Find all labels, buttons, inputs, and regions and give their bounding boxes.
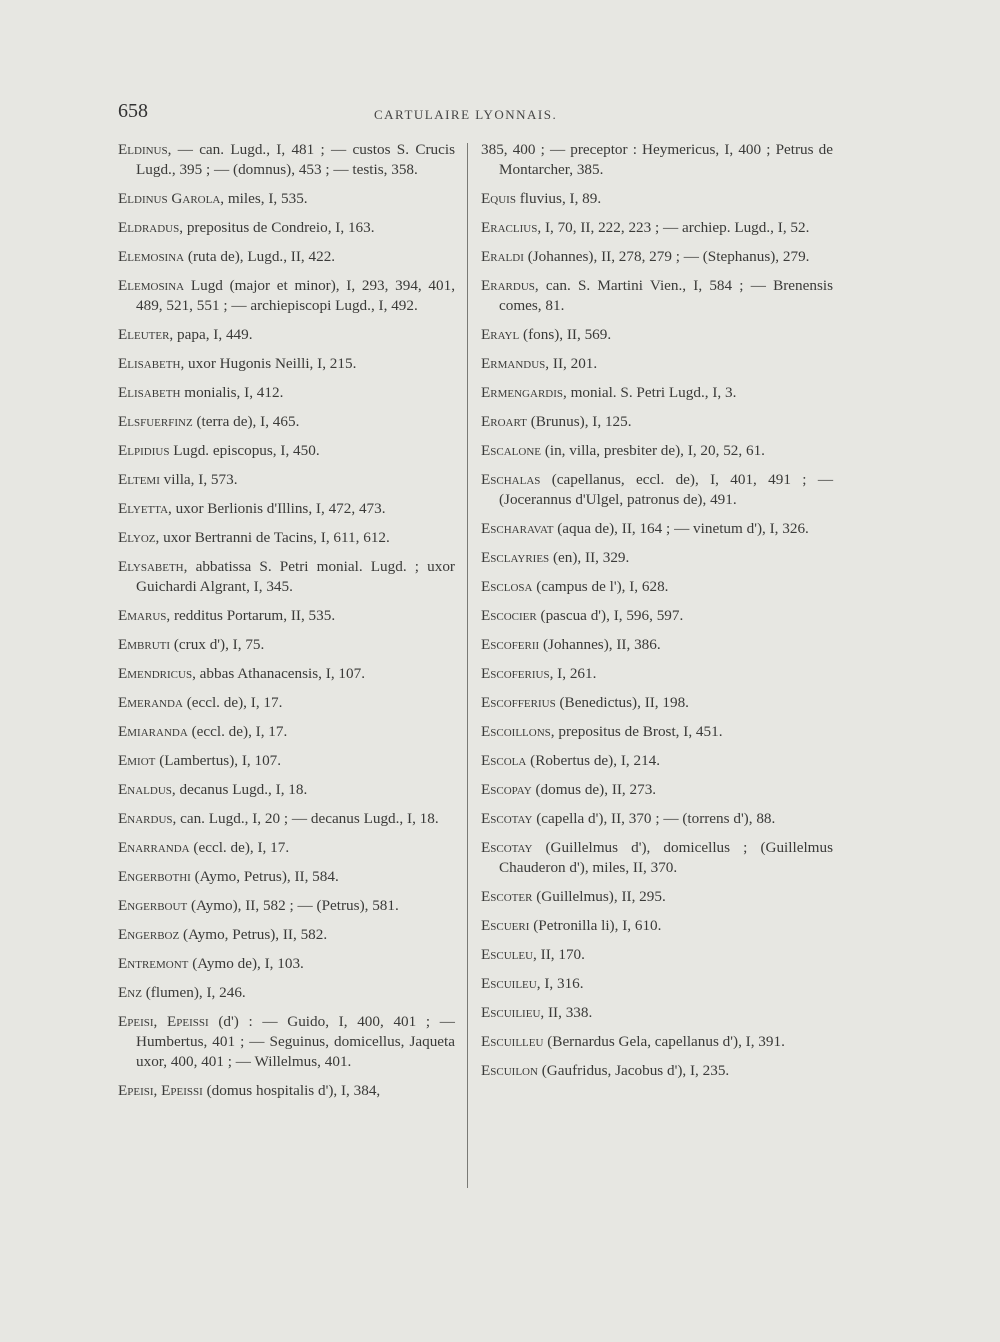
index-entry	[118, 780, 455, 800]
index-entry	[481, 189, 833, 209]
running-title: CARTULAIRE LYONNAIS.	[374, 107, 558, 122]
entry-text: papa, I, 449.	[177, 326, 253, 343]
entry-headword: Entremont	[118, 955, 189, 972]
entry-headword: Eltemi	[118, 471, 160, 488]
entry-text: (Aymo), II, 582 ; — (Petrus), 581.	[190, 897, 399, 914]
entry-text: (Guillelmus d'), domicellus ; (Guillelmus Chauderon d'), miles, II, 370.	[499, 839, 833, 876]
index-entry	[481, 693, 833, 713]
entry-headword: Equis	[481, 190, 516, 207]
entry-text: (terra de), I, 465.	[196, 413, 300, 430]
entry-text: (Johannes), II, 278, 279 ; — (Stephanus), 279.	[527, 248, 810, 265]
entry-text: (capellanus, eccl. de), I, 401, 491 ; — (Jocerannus d'Ulgel, patronus de), 491.	[499, 471, 834, 508]
index-entry	[118, 925, 455, 945]
entry-text: (Lambertus), I, 107.	[159, 752, 282, 769]
index-entry	[118, 635, 455, 655]
entry-headword: Escofferius	[481, 694, 556, 711]
entry-headword: Elsfuerfinz	[118, 413, 193, 430]
index-entry	[481, 722, 833, 742]
entry-text: fluvius, I, 89.	[519, 190, 602, 207]
index-entry	[118, 809, 455, 829]
entry-headword: Elemosina	[118, 248, 185, 265]
entry-text: Lugd (major et minor), I, 293, 394, 401, 489, 521, 551 ; — archiepiscopi Lugd., I, 492.	[136, 277, 456, 314]
index-entry	[118, 606, 455, 626]
index-entry	[118, 896, 455, 916]
index-entry	[481, 519, 833, 539]
entry-headword: Escoter	[481, 888, 533, 905]
entry-headword: Emiaranda	[118, 723, 188, 740]
entry-headword: Elpidius	[118, 442, 170, 459]
entry-text: (in, villa, presbiter de), I, 20, 52, 61.	[544, 442, 765, 459]
entry-headword: Escueri	[481, 917, 530, 934]
index-entry	[481, 218, 833, 238]
index-entry	[118, 693, 455, 713]
entry-text: (Aymo de), I, 103.	[192, 955, 304, 972]
entry-text: (capella d'), II, 370 ; — (torrens d'), 88.	[536, 810, 776, 827]
entry-text: redditus Portarum, II, 535.	[174, 607, 336, 624]
index-entry	[481, 916, 833, 936]
entry-text: II, 201.	[552, 355, 598, 372]
entry-text: (Aymo, Petrus), II, 584.	[194, 868, 339, 885]
entry-headword: Esclayries	[481, 549, 550, 566]
entry-text: (Guillelmus), II, 295.	[536, 888, 666, 905]
entry-text: I, 261.	[557, 665, 597, 682]
entry-headword: Elisabeth	[118, 384, 181, 401]
index-entry	[118, 470, 455, 490]
entry-headword: Engerboz	[118, 926, 180, 943]
entry-headword: Eldradus,	[118, 219, 184, 236]
entry-text: prepositus de Condreio, I, 163.	[186, 219, 375, 236]
index-entry	[481, 354, 833, 374]
entry-headword: Escuilon	[481, 1062, 538, 1079]
entry-text: 385, 400 ; — preceptor : Heymericus, I, 400 ; Petrus de Montarcher, 385.	[481, 141, 833, 178]
entry-headword: Escocier	[481, 607, 537, 624]
index-entry	[118, 499, 455, 519]
entry-text: II, 170.	[540, 946, 585, 963]
entry-text: uxor Hugonis Neilli, I, 215.	[188, 355, 357, 372]
index-entry	[118, 441, 455, 461]
index-entry	[481, 974, 833, 994]
index-entry	[118, 838, 455, 858]
index-entry	[481, 1032, 833, 1052]
index-entry	[118, 412, 455, 432]
entry-text: miles, I, 535.	[227, 190, 308, 207]
index-entry	[118, 751, 455, 771]
entry-headword: Eraldi	[481, 248, 524, 265]
entry-text: I, 316.	[544, 975, 584, 992]
index-entry	[481, 780, 833, 800]
entry-headword: Escoferii	[481, 636, 540, 653]
index-entry	[481, 412, 833, 432]
index-entry	[118, 664, 455, 684]
entry-headword: Elyetta,	[118, 500, 172, 517]
entry-text: (Petronilla li), I, 610.	[533, 917, 662, 934]
entry-headword: Esculeu,	[481, 946, 537, 963]
entry-text: (Bernardus Gela, capellanus d'), I, 391.	[547, 1033, 785, 1050]
index-entry	[481, 276, 833, 316]
entry-text: (aqua de), II, 164 ; — vinetum d'), I, 326.	[557, 520, 809, 537]
entry-headword: Engerbothi	[118, 868, 191, 885]
index-entry	[481, 838, 833, 878]
entry-text: can. S. Martini Vien., I, 584 ; — Brenensis comes, 81.	[499, 277, 834, 314]
entry-text: (eccl. de), I, 17.	[191, 723, 288, 740]
entry-headword: Eldinus Garola,	[118, 190, 225, 207]
entry-text: — can. Lugd., I, 481 ; — custos S. Crucis Lugd., 395 ; — (domnus), 453 ; — testis, 358.	[136, 141, 455, 178]
index-entry	[481, 247, 833, 267]
entry-text: (eccl. de), I, 17.	[193, 839, 290, 856]
entry-headword: Emendricus,	[118, 665, 196, 682]
entry-text: (flumen), I, 246.	[145, 984, 246, 1001]
entry-headword: Erayl	[481, 326, 520, 343]
entry-text: (eccl. de), I, 17.	[186, 694, 283, 711]
entry-headword: Emiot	[118, 752, 156, 769]
index-entry	[481, 606, 833, 626]
entry-text: (Brunus), I, 125.	[530, 413, 632, 430]
index-entry	[118, 189, 455, 209]
index-entry	[118, 247, 455, 267]
index-entry	[118, 528, 455, 548]
entry-text: (campus de l'), I, 628.	[536, 578, 669, 595]
entry-headword: Enardus,	[118, 810, 177, 827]
index-entry	[481, 577, 833, 597]
entry-text: prepositus de Brost, I, 451.	[558, 723, 723, 740]
entry-text: II, 338.	[547, 1004, 593, 1021]
entry-headword: Escoillons,	[481, 723, 555, 740]
entry-headword: Embruti	[118, 636, 171, 653]
entry-text: uxor Berlionis d'Illins, I, 472, 473.	[175, 500, 386, 517]
entry-headword: Escopay	[481, 781, 532, 798]
entry-headword: Epeisi, Epeissi	[118, 1013, 209, 1030]
index-entry	[118, 276, 455, 316]
running-head	[118, 100, 880, 130]
index-entry	[481, 887, 833, 907]
entry-headword: Emarus,	[118, 607, 171, 624]
index-entry	[118, 354, 455, 374]
entry-headword: Eldinus,	[118, 141, 172, 158]
entry-text: uxor Bertranni de Tacins, I, 611, 612.	[163, 529, 390, 546]
entry-headword: Elyoz,	[118, 529, 160, 546]
entry-text: Lugd. episcopus, I, 450.	[173, 442, 320, 459]
left-column	[118, 140, 455, 1110]
index-entry	[481, 1003, 833, 1023]
entry-headword: Elemosina	[118, 277, 185, 294]
index-entry	[118, 867, 455, 887]
index-entry	[118, 325, 455, 345]
entry-text: villa, I, 573.	[163, 471, 238, 488]
entry-text: (pascua d'), I, 596, 597.	[540, 607, 684, 624]
entry-headword: Escoferius,	[481, 665, 554, 682]
entry-text: (Benedictus), II, 198.	[559, 694, 689, 711]
entry-headword: Emeranda	[118, 694, 183, 711]
entry-headword: Escotay	[481, 839, 533, 856]
entry-text: (crux d'), I, 75.	[173, 636, 265, 653]
entry-headword: Escotay	[481, 810, 533, 827]
index-entry	[118, 1081, 455, 1101]
index-entry	[118, 722, 455, 742]
right-column	[481, 140, 833, 1090]
index-entry	[118, 983, 455, 1003]
index-entry	[118, 557, 455, 597]
entry-text: (Aymo, Petrus), II, 582.	[183, 926, 328, 943]
entry-headword: Eschalas	[481, 471, 541, 488]
index-entry	[481, 441, 833, 461]
entry-headword: Escola	[481, 752, 527, 769]
entry-headword: Escalone	[481, 442, 542, 459]
entry-text: (domus hospitalis d'), I, 384,	[206, 1082, 381, 1099]
entry-text: monialis, I, 412.	[184, 384, 284, 401]
index-entry	[481, 809, 833, 829]
index-entry	[481, 664, 833, 684]
entry-headword: Esclosa	[481, 578, 533, 595]
entry-headword: Escuilieu,	[481, 1004, 545, 1021]
entry-headword: Eroart	[481, 413, 527, 430]
entry-text: (Robertus de), I, 214.	[530, 752, 661, 769]
index-entry	[118, 1012, 455, 1072]
entry-text: (Gaufridus, Jacobus d'), I, 235.	[541, 1062, 730, 1079]
entry-headword: Erardus,	[481, 277, 539, 294]
entry-headword: Escharavat	[481, 520, 554, 537]
entry-text: (fons), II, 569.	[523, 326, 612, 343]
index-entry	[118, 140, 455, 180]
entry-headword: Escuileu,	[481, 975, 541, 992]
entry-headword: Escuilleu	[481, 1033, 544, 1050]
entry-headword: Elysabeth,	[118, 558, 188, 575]
entry-text: monial. S. Petri Lugd., I, 3.	[570, 384, 737, 401]
entry-text: decanus Lugd., I, 18.	[179, 781, 308, 798]
entry-headword: Engerbout	[118, 897, 188, 914]
entry-headword: Enaldus,	[118, 781, 176, 798]
entry-text: (ruta de), Lugd., II, 422.	[187, 248, 336, 265]
entry-text: (Johannes), II, 386.	[542, 636, 661, 653]
entry-headword: Enz	[118, 984, 142, 1001]
entry-headword: Enarranda	[118, 839, 190, 856]
entry-text: I, 70, II, 222, 223 ; — archiep. Lugd., I, 52.	[544, 219, 810, 236]
index-entry	[481, 383, 833, 403]
entry-text: abbatissa S. Petri monial. Lugd. ; uxor Guichardi Algrant, I, 345.	[136, 558, 455, 595]
index-entry	[481, 751, 833, 771]
entry-text: (d') : — Guido, I, 400, 401 ; — Humbertus, 401 ; — Seguinus, domicellus, Jaqueta uxor, 400, 401 ; — Willelmus, 401.	[136, 1013, 455, 1070]
index-entry	[481, 470, 833, 510]
index-entry	[481, 635, 833, 655]
entry-text: can. Lugd., I, 20 ; — decanus Lugd., I, 18.	[180, 810, 439, 827]
entry-headword: Eleuter,	[118, 326, 174, 343]
index-entry	[118, 383, 455, 403]
index-entry	[118, 218, 455, 238]
index-entry	[481, 325, 833, 345]
entry-headword: Ermandus,	[481, 355, 550, 372]
index-entry	[481, 1061, 833, 1081]
index-entry	[481, 140, 833, 180]
column-divider	[467, 143, 468, 1188]
entry-text: (en), II, 329.	[552, 549, 630, 566]
index-entry	[118, 954, 455, 974]
entry-text: (domus de), II, 273.	[535, 781, 657, 798]
entry-headword: Epeisi, Epeissi	[118, 1082, 203, 1099]
index-entry	[481, 945, 833, 965]
entry-headword: Eraclius,	[481, 219, 542, 236]
index-entry	[481, 548, 833, 568]
entry-headword: Ermengardis,	[481, 384, 567, 401]
page-number: 658	[118, 100, 148, 122]
entry-headword: Elisabeth,	[118, 355, 185, 372]
entry-text: abbas Athanacensis, I, 107.	[199, 665, 366, 682]
